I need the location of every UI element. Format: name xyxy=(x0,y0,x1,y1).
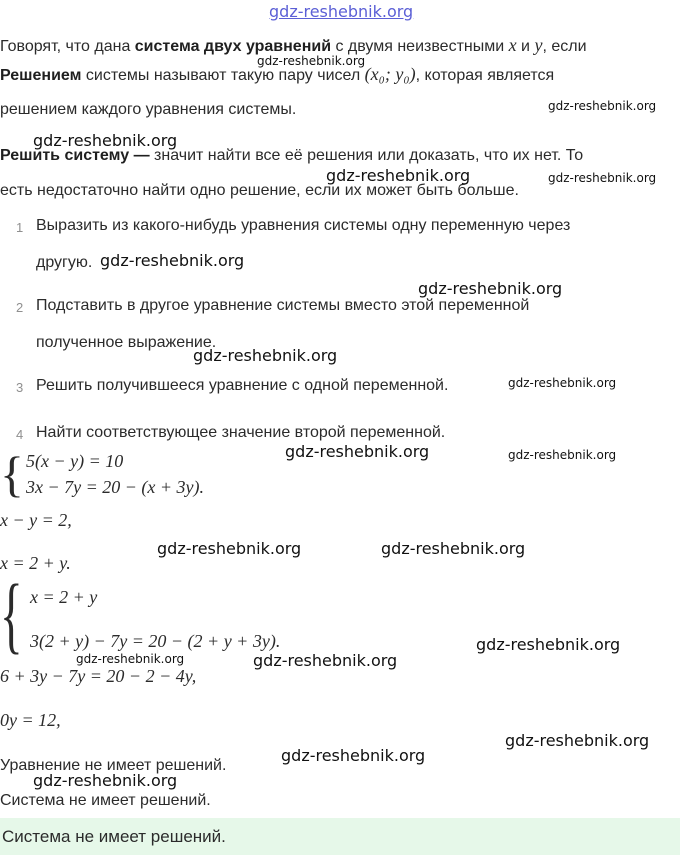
answer-box xyxy=(0,818,680,855)
watermark: gdz-reshebnik.org xyxy=(257,54,366,68)
answer-text: Система не имеет решений. xyxy=(2,827,226,846)
watermark: gdz-reshebnik.org xyxy=(418,279,563,298)
step-text: Решить получившееся уравнение с одной переменной. xyxy=(36,377,449,394)
watermark: gdz-reshebnik.org xyxy=(157,539,302,558)
solution-line: x − y = 2, xyxy=(0,510,72,530)
step-text: Выразить из какого-нибудь уравнения системы одну переменную через xyxy=(36,217,571,234)
watermark: gdz-reshebnik.org xyxy=(281,746,426,765)
conclusion-line: Уравнение не имеет решений. xyxy=(0,757,227,774)
watermark: gdz-reshebnik.org xyxy=(508,376,617,390)
step-text: Найти соответствующее значение второй переменной. xyxy=(36,424,446,441)
step-number: 2 xyxy=(16,300,24,315)
watermark: gdz-reshebnik.org xyxy=(381,539,526,558)
system-equation: x = 2 + y xyxy=(30,587,98,607)
watermark: gdz-reshebnik.org xyxy=(326,166,471,185)
definition-line-2: есть недостаточно найти одно решение, если их может быть больше. xyxy=(0,182,519,199)
intro-line-2: Решением системы называют такую пару чисел (x₀; y₀), которая является xyxy=(0,64,555,84)
watermark: gdz-reshebnik.org xyxy=(33,131,178,150)
watermark: gdz-reshebnik.org xyxy=(100,251,245,270)
system-brace: { xyxy=(0,446,24,502)
site-link[interactable]: gdz-reshebnik.org xyxy=(269,2,414,21)
watermark: gdz-reshebnik.org xyxy=(76,652,185,666)
system-equation: 3x − 7y = 20 − (x + 3y). xyxy=(26,477,205,497)
watermark: gdz-reshebnik.org xyxy=(253,651,398,670)
watermark: gdz-reshebnik.org xyxy=(33,771,178,790)
system-equation: 3(2 + y) − 7y = 20 − (2 + y + 3y). xyxy=(30,631,281,651)
watermark: gdz-reshebnik.org xyxy=(285,442,430,461)
step-text: Подставить в другое уравнение системы вместо этой переменной xyxy=(36,297,530,314)
solution-line: 6 + 3y − 7y = 20 − 2 − 4y, xyxy=(0,666,197,686)
step-text-cont: другую. xyxy=(36,254,93,271)
watermark: gdz-reshebnik.org xyxy=(508,448,617,462)
conclusion-line: Система не имеет решений. xyxy=(0,792,211,809)
system-brace: { xyxy=(0,566,23,662)
intro-line-3: решением каждого уравнения системы. xyxy=(0,101,297,118)
watermark: gdz-reshebnik.org xyxy=(193,346,338,365)
watermark: gdz-reshebnik.org xyxy=(505,731,650,750)
step-number: 3 xyxy=(16,380,24,395)
step-number: 1 xyxy=(16,220,24,235)
solution-line: x = 2 + y. xyxy=(0,553,71,573)
solution-line: 0y = 12, xyxy=(0,710,61,730)
watermark: gdz-reshebnik.org xyxy=(548,171,657,185)
intro-line-1: Говорят, что дана система двух уравнений с двумя неизвестными x и y, если xyxy=(0,35,587,55)
step-number: 4 xyxy=(16,427,24,442)
watermark: gdz-reshebnik.org xyxy=(476,635,621,654)
definition-line-1: Решить систему — значит найти все её решения или доказать, что их нет. То xyxy=(0,147,584,164)
watermark: gdz-reshebnik.org xyxy=(548,99,657,113)
step-text-cont: полученное выражение. xyxy=(36,334,217,351)
system-equation: 5(x − y) = 10 xyxy=(26,451,124,471)
